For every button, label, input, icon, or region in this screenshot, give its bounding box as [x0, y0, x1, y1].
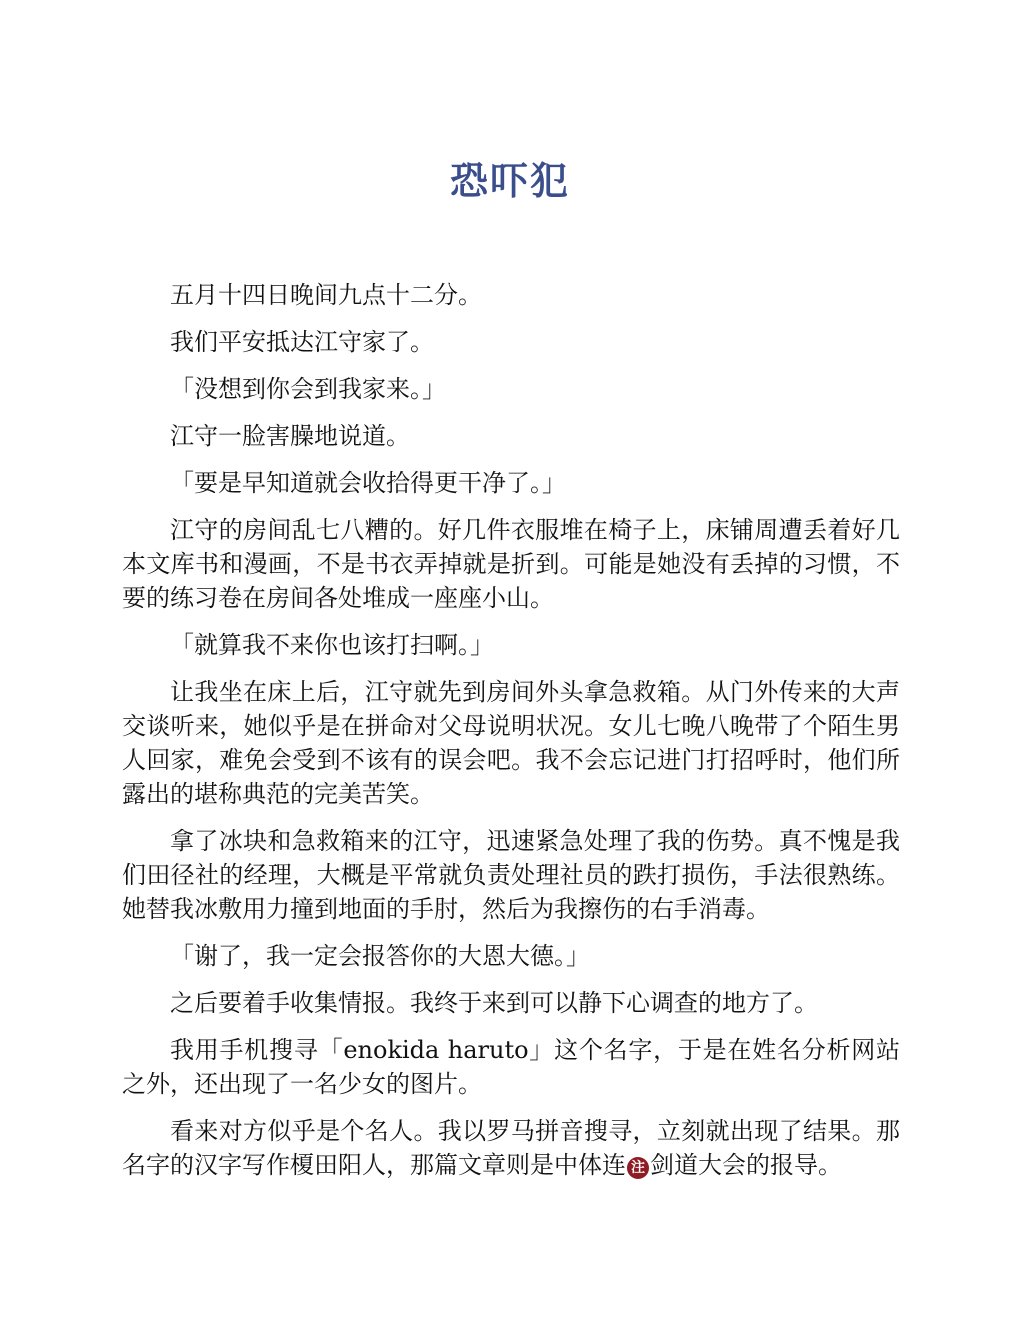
paragraph: 「谢了，我一定会报答你的大恩大德。」: [170, 942, 590, 970]
paragraph-text-after-note: 剑道大会的报导。: [650, 1151, 842, 1179]
chapter-body: [122, 278, 900, 1195]
paragraph: 之后要着手收集情报。我终于来到可以静下心调查的地方了。: [170, 989, 818, 1017]
paragraph-text-before-note: 看来对方似乎是个名人。我以罗马拼音搜寻，立刻就出现了结果。那名字的汉字写作榎田阳人，那篇文章则是中体连: [122, 1117, 900, 1179]
paragraph: 江守的房间乱七八糟的。好几件衣服堆在椅子上，床铺周遭丢着好几本文库书和漫画，不是书衣弄掉就是折到。可能是她没有丢掉的习惯，不要的练习卷在房间各处堆成一座座小山。: [122, 516, 900, 612]
paragraph: 「要是早知道就会收拾得更干净了。」: [170, 469, 566, 497]
paragraph: 让我坐在床上后，江守就先到房间外头拿急救箱。从门外传来的大声交谈听来，她似乎是在拼命对父母说明状况。女儿七晚八晚带了个陌生男人回家，难免会受到不该有的误会吧。我不会忘记进门打招呼时，他们所露出的堪称典范的完美苦笑。: [122, 678, 900, 808]
paragraph: 五月十四日晚间九点十二分。: [170, 281, 482, 309]
paragraph: 我用手机搜寻「enokida haruto」这个名字，于是在姓名分析网站之外，还出现了一名少女的图片。: [122, 1036, 900, 1098]
paragraph: 江守一脸害臊地说道。: [170, 422, 410, 450]
paragraph-with-note: [122, 1114, 900, 1182]
paragraph: 我们平安抵达江守家了。: [170, 328, 434, 356]
chapter-title: 恐吓犯: [449, 159, 570, 203]
paragraph: 「没想到你会到我家来。」: [170, 375, 446, 403]
footnote-marker[interactable]: 注: [627, 1157, 649, 1179]
paragraph: 拿了冰块和急救箱来的江守，迅速紧急处理了我的伤势。真不愧是我们田径社的经理，大概是平常就负责处理社员的跌打损伤，手法很熟练。她替我冰敷用力撞到地面的手肘，然后为我擦伤的右手消毒。: [122, 827, 900, 923]
paragraph: 「就算我不来你也该打扫啊。」: [170, 631, 494, 659]
